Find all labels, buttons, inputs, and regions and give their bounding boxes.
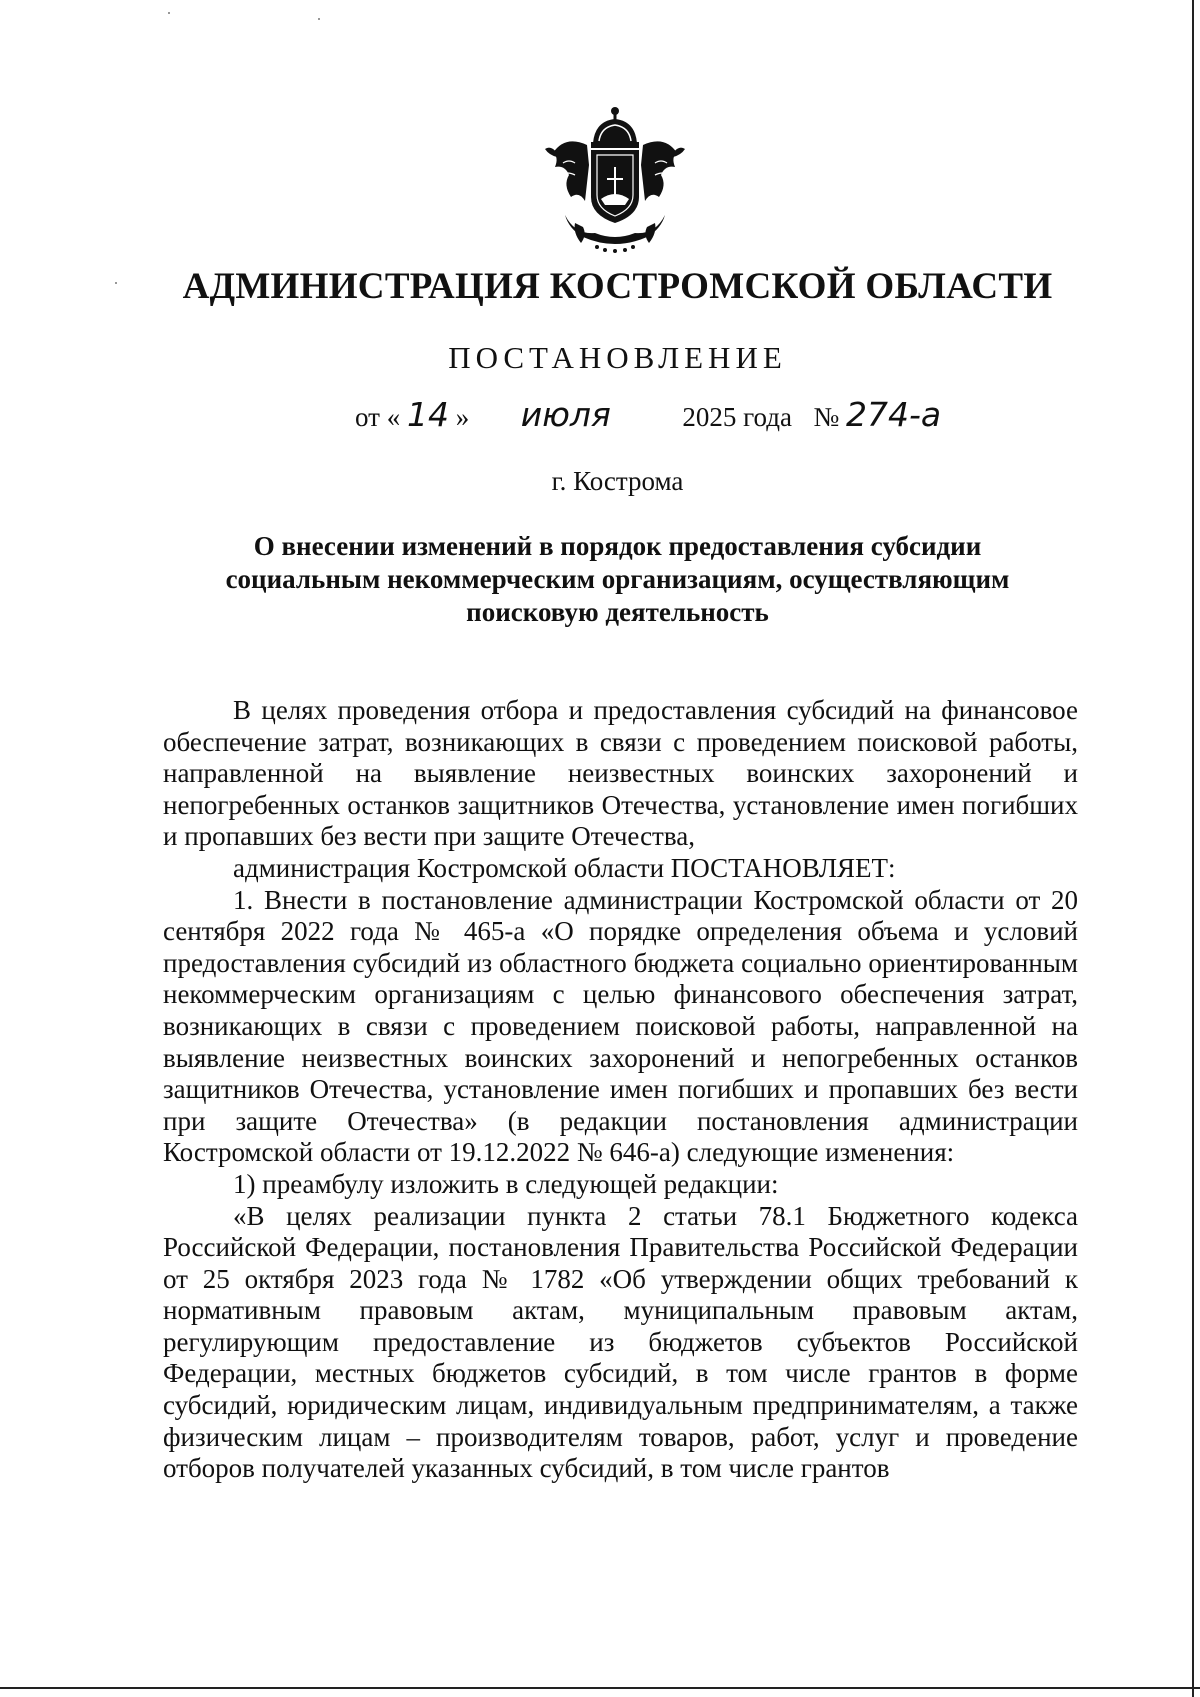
document-body: [163, 695, 1078, 1485]
subitem-1-paragraph: 1) преамбулу изложить в следующей редакции:: [233, 1168, 779, 1199]
city: г. Кострома: [551, 466, 684, 496]
quoted-preamble-paragraph: «В целях реализации пункта 2 статьи 78.1 Бюджетного кодекса Российской Федерации, постановления Правительства Российской Федерации от 25 октября 2023 года № 1782 «Об утверждении общих требований к нормативным правовым актам, муниципальным правовым актам, регулирующим предоставление из бюджетов субъектов Российской Федерации, местных бюджетов субсидий, в том числе грантов в форме субсидий, юридическим лицам, индивидуальным предпринимателям, а также физическим лицам – производителям товаров, работ, услуг и проведение отборов получателей указанных субсидий, в том числе грантов: [163, 1200, 1078, 1484]
agency-name: АДМИНИСТРАЦИЯ КОСТРОМСКОЙ ОБЛАСТИ: [182, 266, 1053, 307]
handwritten-day: 14: [406, 395, 449, 434]
date-prefix: от «: [355, 402, 401, 432]
year-text: 2025 года: [682, 402, 792, 432]
coat-of-arms-icon: [535, 105, 695, 265]
title-line: О внесении изменений в порядок предоставления субсидии: [253, 531, 982, 561]
page-edge-bottom: [0, 1687, 1200, 1689]
handwritten-number: 274-а: [846, 395, 942, 434]
scan-speck: [168, 12, 170, 14]
date-line: [355, 395, 941, 434]
resolution-paragraph: администрация Костромской области ПОСТАНОВЛЯЕТ:: [233, 852, 896, 883]
document-title: [180, 530, 1055, 629]
page-edge-right: [1192, 0, 1194, 1697]
title-line: поисковую деятельность: [466, 597, 769, 627]
date-mid: »: [455, 402, 470, 432]
number-sign: №: [813, 402, 840, 432]
title-line: социальным некоммерческим организациям, осуществляющим: [225, 564, 1010, 594]
item-1-paragraph: 1. Внести в постановление администрации Костромской области от 20 сентября 2022 года № 465-а «О порядке определения объема и условий предоставления субсидий из областного бюджета социально ориентированным некоммерческим организациям с целью финансового обеспечения затрат, возникающих в связи с проведением поисковой работы, направленной на выявление неизвестных воинских захоронений и непогребенных останков защитников Отечества, установление имен погибших и пропавших без вести при защите Отечества» (в редакции постановления администрации Костромской области от 19.12.2022 № 646-а) следующие изменения:: [163, 884, 1078, 1168]
document-type: ПОСТАНОВЛЕНИЕ: [448, 340, 787, 375]
scan-speck: [318, 18, 320, 20]
preamble-paragraph: В целях проведения отбора и предоставления субсидий на финансовое обеспечение затрат, возникающих в связи с проведением поисковой работы, направленной на выявление неизвестных воинских захоронений и непогребенных останков защитников Отечества, установление имен погибших и пропавших без вести при защите Отечества,: [163, 695, 1078, 852]
handwritten-month: июля: [520, 395, 611, 434]
